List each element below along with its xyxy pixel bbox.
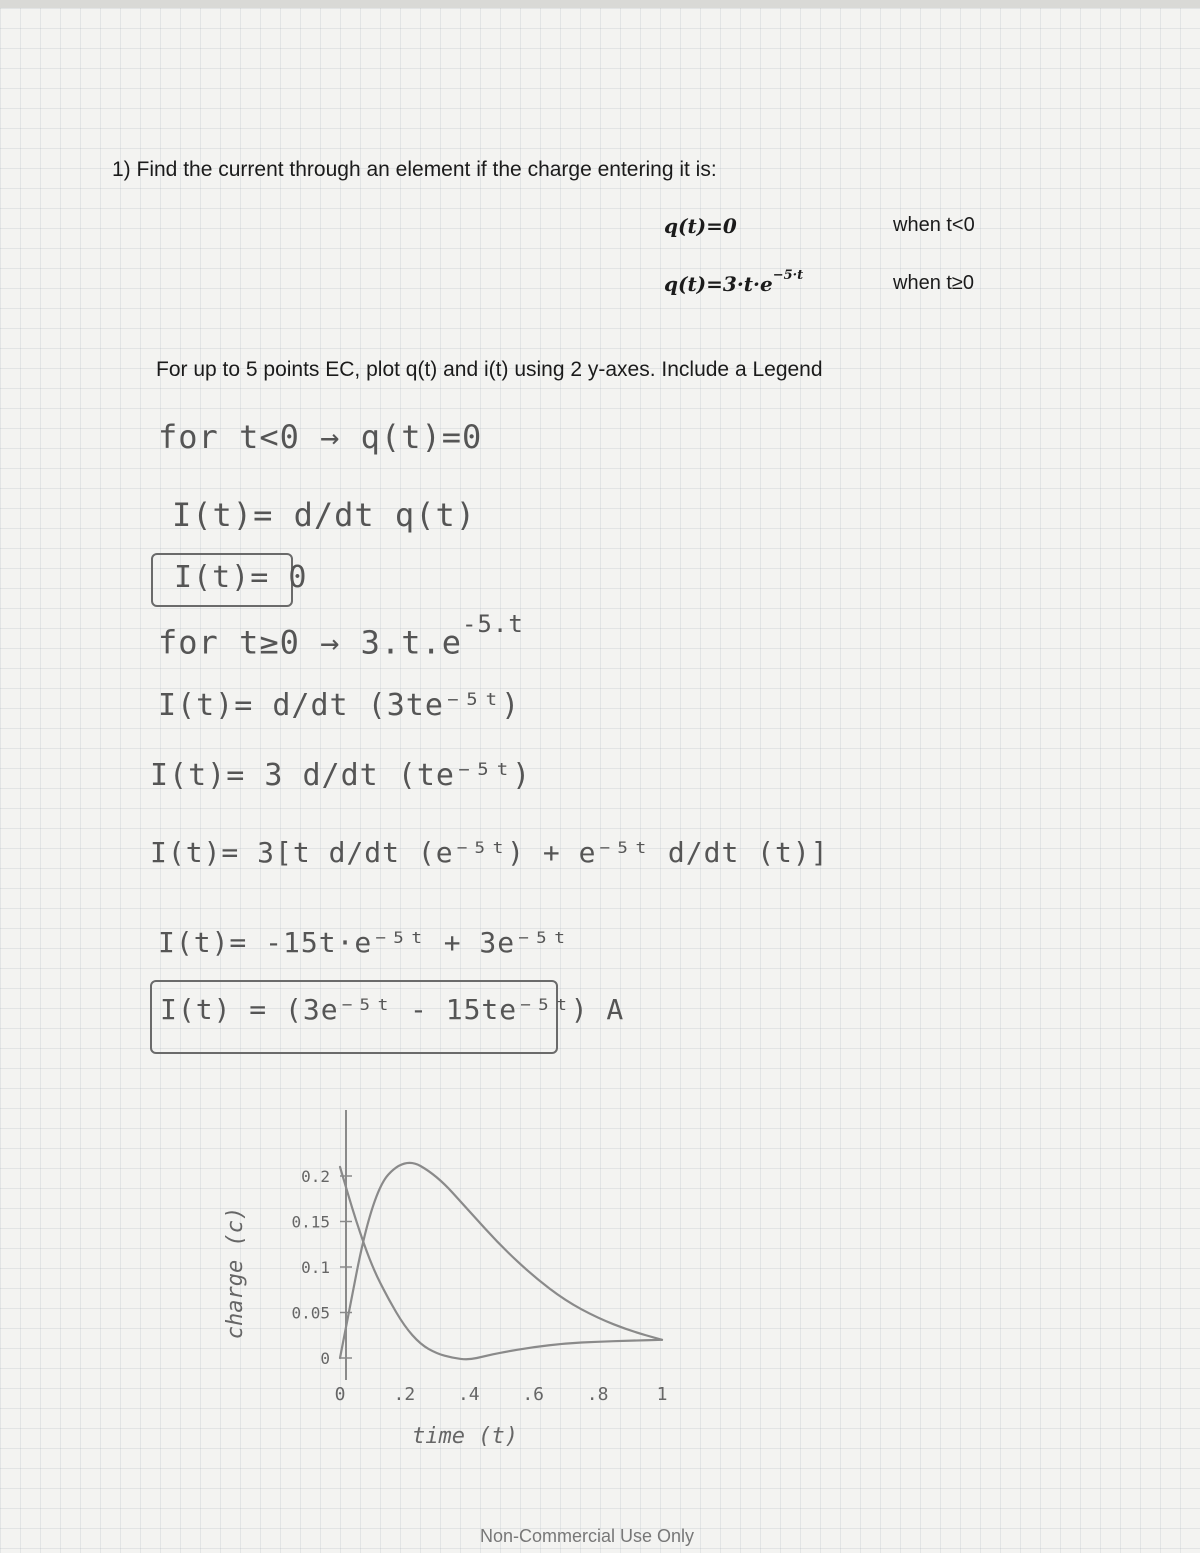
work-line-derivative-definition: I(t)= d/dt q(t)	[172, 496, 476, 534]
x-axis-label: time (t)	[412, 1424, 518, 1449]
work-line-current-zero: I(t)= 0	[174, 560, 308, 595]
work-line-expanded: I(t)= -15t·e⁻⁵ᵗ + 3e⁻⁵ᵗ	[158, 926, 569, 959]
x-tick-label: 1	[656, 1384, 668, 1405]
x-tick-label: .6	[522, 1384, 545, 1405]
equation-q-zero: q(t)=0	[664, 214, 737, 238]
work-line-pull-constant: I(t)= 3 d/dt (te⁻⁵ᵗ)	[150, 758, 532, 793]
work-line-t-negative: for t<0 → q(t)=0	[158, 418, 483, 456]
y-tick-label: 0.1	[301, 1258, 330, 1277]
equation-q-positive-exponent: −5·t	[772, 268, 804, 284]
extra-credit-note: For up to 5 points EC, plot q(t) and i(t) using 2 y-axes. Include a Legend	[156, 358, 823, 381]
problem-statement: 1) Find the current through an element if the charge entering it is:	[112, 158, 717, 181]
current-curve	[340, 1167, 662, 1359]
y-tick-label: 0.15	[291, 1212, 330, 1232]
equation-q-positive-base: q(t)=3·t·e	[664, 272, 773, 296]
work-line-product-rule: I(t)= 3[t d/dt (e⁻⁵ᵗ) + e⁻⁵ᵗ d/dt (t)]	[150, 836, 829, 869]
work-line-t-positive-base: for t≥0 → 3.t.e	[158, 623, 462, 662]
work-line-t-positive	[158, 610, 524, 662]
worksheet-page	[0, 8, 1200, 1553]
y-tick-label: 0	[320, 1349, 330, 1368]
x-tick-label: .8	[586, 1384, 609, 1405]
hand-drawn-chart	[200, 1088, 700, 1468]
y-axis-label: charge (c)	[223, 1206, 248, 1340]
condition-t-negative: when t<0	[893, 214, 975, 236]
equation-q-positive	[664, 268, 804, 296]
x-tick-label: .4	[457, 1384, 480, 1405]
charge-curve	[340, 1163, 662, 1358]
x-tick-label: 0	[334, 1384, 346, 1405]
condition-t-nonnegative: when t≥0	[893, 272, 975, 294]
y-tick-label: 0.05	[291, 1303, 330, 1323]
work-line-t-positive-exponent: -5.t	[461, 610, 524, 638]
work-line-derivative-setup: I(t)= d/dt (3te⁻⁵ᵗ)	[158, 688, 521, 723]
x-tick-label: .2	[393, 1384, 416, 1405]
footer-watermark: Non-Commercial Use Only	[480, 1526, 695, 1546]
work-line-final-answer: I(t) = (3e⁻⁵ᵗ - 15te⁻⁵ᵗ) A	[160, 993, 625, 1026]
y-tick-label: 0.2	[301, 1167, 330, 1186]
